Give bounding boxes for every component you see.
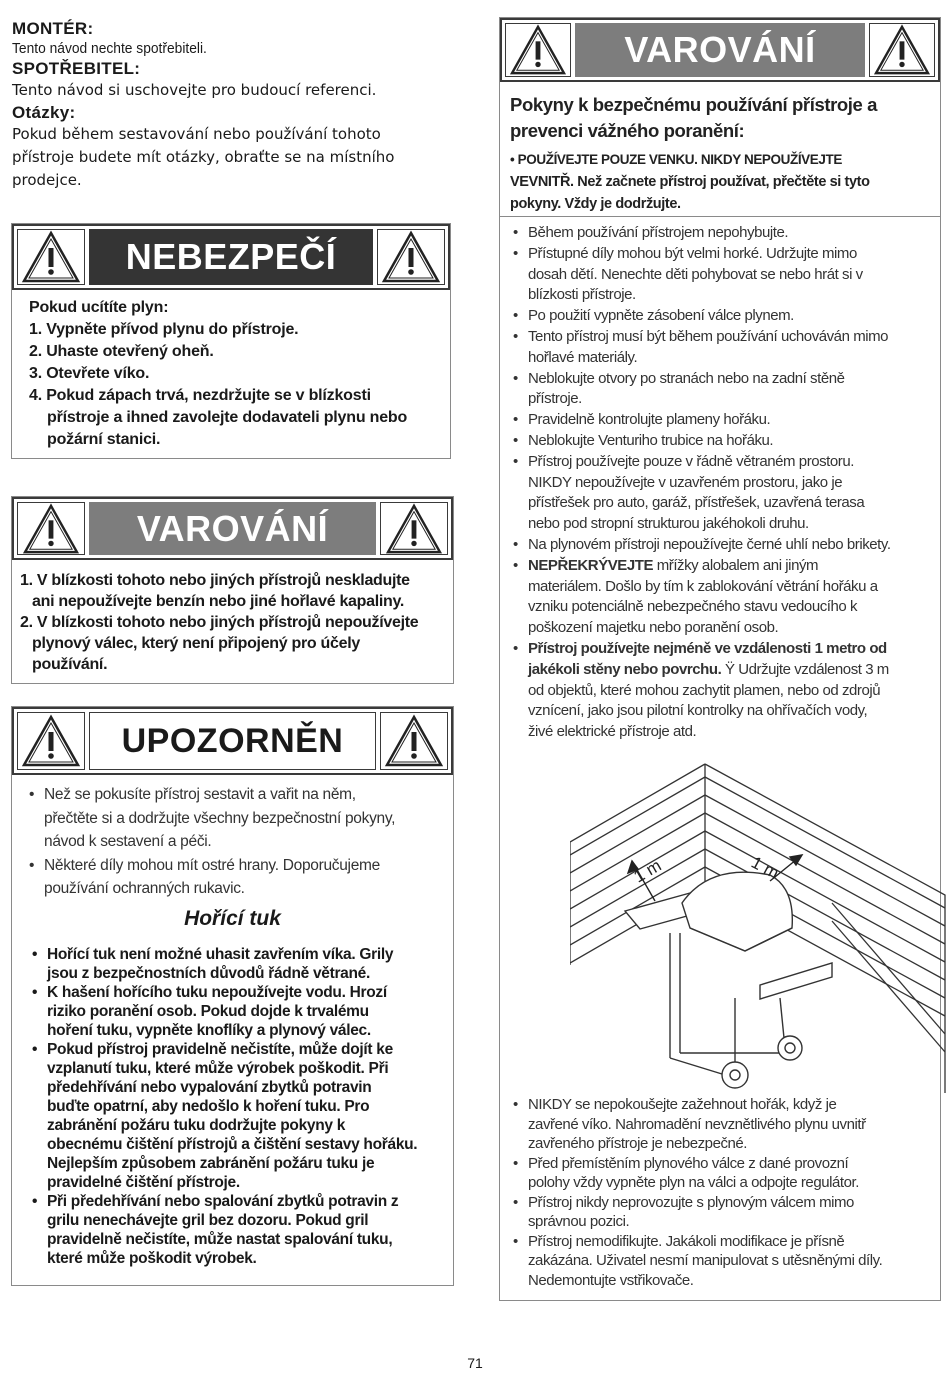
text-line: vzniku potenciálně nebezpečného stavu vedoucího k — [528, 598, 858, 616]
warning-triangle-icon — [505, 23, 571, 77]
rule-bullet — [528, 452, 891, 535]
text-line: • Pokud přístroj pravidelně nečistíte, může dojít ke — [47, 1041, 393, 1058]
danger-lead: Pokud ucítíte plyn: — [29, 299, 169, 316]
text-line: • Pravidelně kontrolujte plameny hořáku. — [528, 411, 771, 429]
text-line: • Přístroj používejte nejméně ve vzdálenosti 1 metro od — [528, 639, 887, 657]
grease-bullet — [47, 1192, 417, 1268]
text-line: vzplanutí tuku, které může výrobek poškodit. Při — [47, 1060, 389, 1077]
text-line: materiálem. Došlo by tím k zablokování větrání hořáku a — [528, 577, 878, 595]
text-fragment: mřížky alobalem ani jiným — [653, 556, 819, 574]
text-line: používání ochranných rukavic. — [44, 880, 245, 897]
text-line: • Hořící tuk není možné uhasit zavřením víka. Grily — [47, 946, 394, 963]
danger-box — [11, 223, 451, 459]
rule-bullet — [528, 244, 891, 306]
caution-banner — [12, 707, 453, 775]
rule-bullet — [528, 327, 891, 369]
text-line: • Na plynovém přístroji nepoužívejte černé uhlí nebo brikety. — [528, 535, 891, 553]
warning-left-line: 1. V blízkosti tohoto nebo jiných přístrojů neskladujte — [20, 572, 410, 589]
monter-text: Tento návod nechte spotřebiteli. — [12, 40, 207, 57]
text-line: • Některé díly mohou mít ostré hrany. Doporučujeme — [44, 856, 380, 874]
text-line: zavřené víko. Nahromadění nevznětlivého plynu uvnitř — [528, 1115, 866, 1133]
spotrebitel-text: Tento návod si uschovejte pro budoucí referenci. — [12, 81, 377, 99]
spotrebitel-heading: SPOTŘEBITEL: — [12, 59, 141, 78]
text-line: přístroje. — [528, 390, 582, 408]
grease-bullets — [47, 945, 417, 1268]
text-line: obecnému čištění přístrojů a čištění sestavy hořáku. — [47, 1136, 418, 1153]
grill-clearance-diagram — [570, 763, 950, 1093]
warning-triangle-icon — [380, 502, 448, 555]
text-line: • POUŽÍVEJTE POUZE VENKU. NIKDY NEPOUŽÍVEJTE — [510, 152, 842, 167]
caution-box — [11, 706, 454, 1286]
text-line: nebo pod stropní strukturou jakéhokoli druhu. — [528, 515, 809, 533]
text-line: pravidelné čištění přístroje. — [47, 1174, 240, 1191]
text-line: blízkosti přístroje. — [528, 286, 636, 304]
danger-step: požární stanici. — [47, 431, 161, 448]
text-line: pravidelně nečistíte, může nastat spalování tuku, — [47, 1231, 393, 1248]
warning-left-line: plynový válec, který není připojený pro účely — [32, 635, 360, 652]
rule-bullet — [528, 223, 891, 244]
text-line: buďte opatrní, aby nedošlo k hoření tuku. Pro — [47, 1098, 370, 1115]
caution-title: UPOZORNĚN — [89, 712, 376, 770]
warning-right-banner — [500, 18, 940, 82]
text-line: správnou pozici. — [528, 1213, 630, 1230]
text-line: Pokyny k bezpečnému používání přístroje a — [510, 94, 878, 115]
text-line: Nedemontujte vstřikovače. — [528, 1271, 694, 1289]
rule-bullet — [528, 639, 891, 743]
warning-right-bullets — [528, 223, 891, 743]
caution-bullet — [44, 783, 395, 854]
text-line: VEVNITŘ. Než začnete přístroj používat, přečtěte si tyto — [510, 174, 870, 190]
warning-right-box — [499, 17, 941, 1301]
text-line: hořlavé materiály. — [528, 348, 638, 366]
caution-bullets — [44, 783, 395, 901]
text-line: zavřeného přístroje je nebezpečné. — [528, 1135, 748, 1152]
emphasis: NEPŘEKRÝVEJTE — [528, 556, 654, 574]
text-line: pokyny. Vždy je dodržujte. — [510, 196, 681, 212]
danger-step: 1. Vypněte přívod plynu do přístroje. — [29, 321, 299, 338]
text-line: • Neblokujte otvory po stranách nebo na zadní stěně — [528, 369, 845, 387]
warning-left-title: VAROVÁNÍ — [89, 502, 376, 555]
warning-left-line: 2. V blízkosti tohoto nebo jiných přístrojů nepoužívejte — [20, 614, 419, 631]
caution-bullet — [44, 854, 395, 901]
text-line: • K hašení hořícího tuku nepoužívejte vodu. Hrozí — [47, 984, 387, 1001]
text-line: hoření tuku, vypněte knoflíky a plynový válec. — [47, 1022, 371, 1039]
diagram-label: 1 m — [748, 852, 783, 883]
text-line: poškození majetku nebo poranění osob. — [528, 619, 779, 637]
text-line: NIKDY nepoužívejte v uzavřeném prostoru, jako je — [528, 473, 843, 491]
divider — [500, 216, 940, 217]
danger-step: 4. Pokud zápach trvá, nezdržujte se v blízkosti — [29, 387, 371, 404]
text-line: • Přístroj nemodifikujte. Jakákoli modifikace je přísně — [528, 1232, 845, 1250]
warning-triangle-icon — [17, 229, 85, 285]
text-line: grilu nenechávejte gril bez dozoru. Pokud gril — [47, 1212, 369, 1229]
rule-bullet — [528, 1193, 882, 1232]
warning-left-line: používání. — [32, 656, 108, 673]
danger-step: 3. Otevřete víko. — [29, 365, 150, 382]
text-line: • Před přemístěním plynového válce z dané provozní — [528, 1154, 849, 1172]
rule-bullet — [528, 1154, 882, 1193]
rule-bullet — [528, 556, 891, 639]
text-line — [528, 660, 891, 681]
text-line: • Během používání přístrojem nepohybujte. — [528, 224, 789, 241]
warning-right-title: VAROVÁNÍ — [575, 23, 865, 77]
text-line — [528, 556, 891, 577]
warning-triangle-icon — [377, 229, 445, 285]
warning-triangle-icon — [17, 712, 85, 770]
text-line: zabránění požáru tuku dodržujte pokyny k — [47, 1117, 346, 1134]
emphasis: jakékoli stěny nebo povrchu. — [528, 660, 722, 678]
burning-grease-heading: Hořící tuk — [184, 907, 281, 930]
rule-bullet — [528, 535, 891, 556]
text-line: • NIKDY se nepokoušejte zažehnout hořák, když je — [528, 1096, 837, 1113]
page-number: 71 — [467, 1355, 483, 1371]
text-line: • Přístroj používejte pouze v řádně větraném prostoru. — [528, 452, 854, 470]
text-line: jsou z bezpečnostních důvodů řádně větrané. — [47, 965, 370, 982]
text-line: • Než se pokusíte přístroj sestavit a vařit na něm, — [44, 786, 356, 803]
danger-step: přístroje a ihned zavolejte dodavateli plynu nebo — [47, 409, 408, 426]
warning-triangle-icon — [869, 23, 935, 77]
rule-bullet — [528, 431, 891, 452]
rule-bullet — [528, 410, 891, 431]
warning-right-intro — [510, 149, 870, 215]
text-line: prevenci vážného poranění: — [510, 120, 745, 141]
text-line: • Neblokujte Venturiho trubice na hořáku. — [528, 431, 774, 449]
text-line: návod k sestavení a péči. — [44, 833, 212, 850]
text-line: které může poškodit výrobek. — [47, 1250, 257, 1267]
text-line: živé elektrické přístroje atd. — [528, 723, 697, 741]
rule-bullet — [528, 369, 891, 411]
otazky-text: Pokud během sestavování nebo používání tohoto přístroje budete mít otázky, obraťte se na místního prodejce. — [12, 125, 395, 189]
warning-right-bottom-bullets — [528, 1095, 882, 1290]
warning-triangle-icon — [17, 502, 85, 555]
grease-bullet — [47, 983, 417, 1040]
text-line: předehřívání nebo vypalování zbytků potravin — [47, 1079, 372, 1096]
text-line: • Po použití vypněte zásobení válce plynem. — [528, 307, 794, 325]
danger-banner — [12, 224, 450, 290]
text-line: přečtěte si a dodržujte všechny bezpečnostní pokyny, — [44, 809, 396, 827]
text-fragment: Ÿ Udržujte vzdálenost 3 m — [721, 660, 889, 678]
diagram-label: 1 m — [630, 855, 665, 887]
rule-bullet — [528, 306, 891, 327]
warning-left-line: ani nepoužívejte benzín nebo jiné hořlavé kapaliny. — [32, 593, 405, 610]
text-line: přístřešek pro auto, garáž, přístřešek, uzavřená terasa — [528, 494, 865, 512]
rule-bullet — [528, 1095, 882, 1154]
danger-content — [29, 297, 407, 451]
warning-left-banner — [12, 497, 453, 560]
text-line: • Přístroj nikdy neprovozujte s plynovým válcem mimo — [528, 1193, 854, 1211]
warning-triangle-icon — [380, 712, 448, 770]
text-line: • Tento přístroj musí být během používání uchováván mimo — [528, 327, 889, 345]
text-line: zakázána. Uživatel nesmí manipulovat s utěsněnými díly. — [528, 1252, 883, 1269]
intro-section — [12, 18, 432, 192]
text-line: od objektů, které mohou zachytit plamen, nebo od zdrojů — [528, 681, 881, 699]
warning-left-content — [20, 570, 418, 675]
text-line: vznícení, jako jsou pilotní kontrolky na ohřívačích vody, — [528, 702, 868, 720]
text-line: • Při předehřívání nebo spalování zbytků potravin z — [47, 1193, 399, 1210]
warning-left-box — [11, 496, 454, 684]
warning-right-heading — [510, 92, 877, 144]
grease-bullet — [47, 1040, 417, 1192]
otazky-heading: Otázky: — [12, 103, 76, 122]
grease-bullet — [47, 945, 417, 983]
danger-step: 2. Uhaste otevřený oheň. — [29, 343, 214, 360]
text-line: polohy vždy vypněte plyn na válci a odpojte regulátor. — [528, 1174, 859, 1191]
danger-title: NEBEZPEČÍ — [89, 229, 373, 285]
monter-heading: MONTÉR: — [12, 19, 94, 38]
rule-bullet — [528, 1232, 882, 1291]
text-line: dosah dětí. Nenechte děti pohybovat se nebo hrát si v — [528, 265, 863, 283]
text-line: riziko poranění osob. Pokud dojde k trvalému — [47, 1003, 369, 1020]
text-line: • Přístupné díly mohou být velmi horké. Udržujte mimo — [528, 244, 857, 262]
text-line: Nejlepším způsobem zabránění požáru tuku je — [47, 1155, 375, 1172]
